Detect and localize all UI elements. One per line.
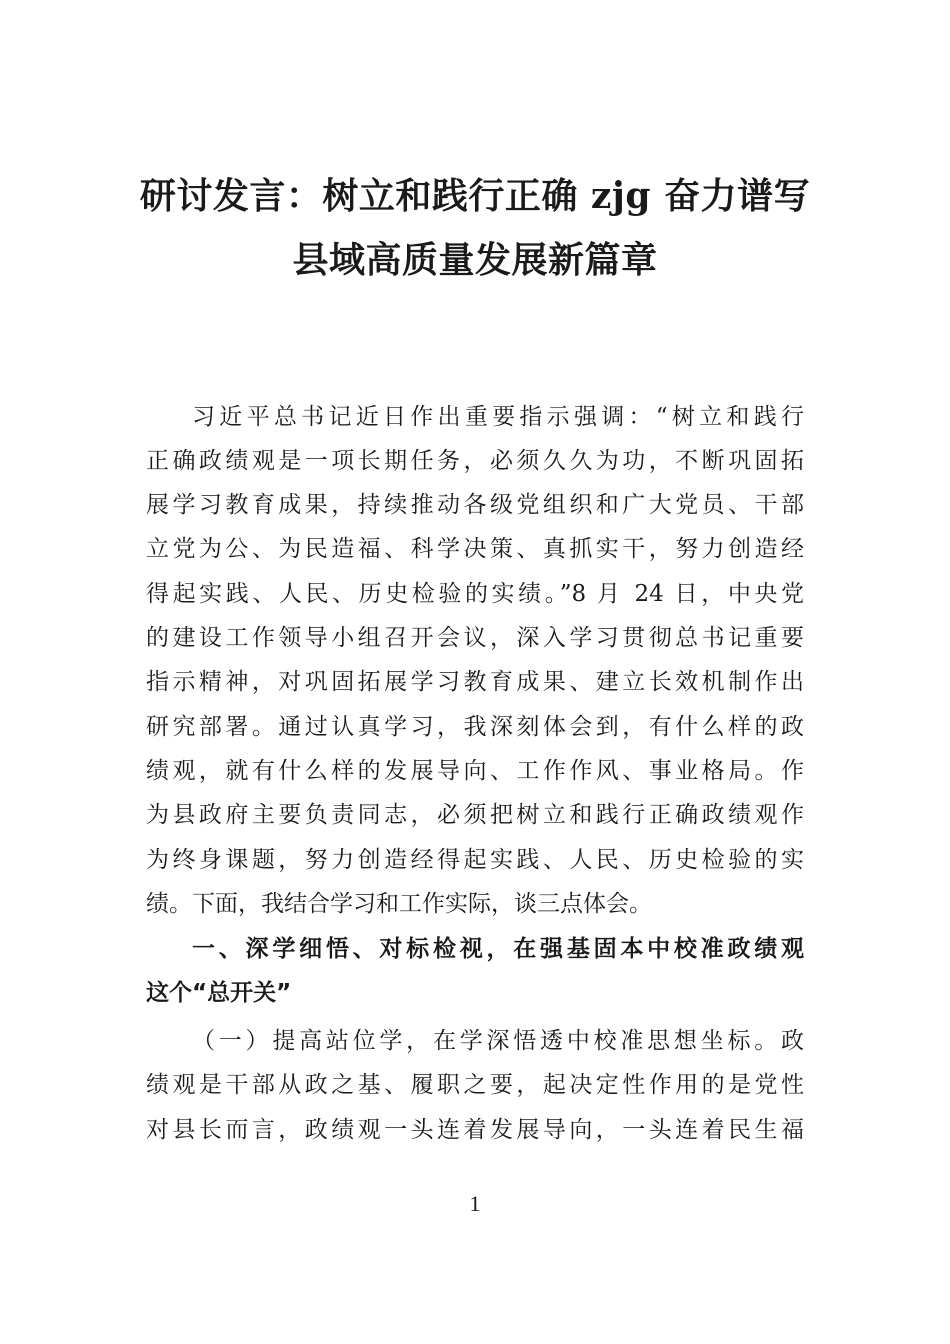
body-line: （一）提高站位学，在学深悟透中校准思想坐标。政 (192, 1028, 804, 1054)
page-number: 1 (469, 1191, 481, 1216)
body-line: 为县政府主要负责同志，必须把树立和践行正确政绩观作 (146, 802, 804, 828)
body-line: 习近平总书记近日作出重要指示强调：“树立和践行 (192, 404, 804, 430)
body-line: 为终身课题，努力创造经得起实践、人民、历史检验的实 (146, 847, 804, 873)
document-title-line-1: 研讨发言：树立和践行正确 zjg 奋力谱写 (139, 175, 811, 217)
body-line: 绩。下面，我结合学习和工作实际，谈三点体会。 (146, 891, 652, 917)
body-line: 的建设工作领导小组召开会议，深入学习贯彻总书记重要 (146, 625, 804, 651)
body-line: 正确政绩观是一项长期任务，必须久久为功，不断巩固拓 (146, 448, 804, 474)
document-title-line-2: 县域高质量发展新篇章 (292, 239, 658, 281)
body-line: 研究部署。通过认真学习，我深刻体会到，有什么样的政 (146, 714, 804, 740)
body-line: 展学习教育成果，持续推动各级党组织和广大党员、干部 (146, 492, 804, 518)
body-line: 绩观，就有什么样的发展导向、工作作风、事业格局。作 (146, 758, 804, 784)
section-heading-line: 这个“总开关” (146, 980, 292, 1006)
body-line: 对县长而言，政绩观一头连着发展导向，一头连着民生福 (146, 1117, 804, 1143)
section-heading-line: 一、深学细悟、对标检视，在强基固本中校准政绩观 (192, 936, 804, 962)
body-line: 指示精神，对巩固拓展学习教育成果、建立长效机制作出 (146, 669, 804, 695)
body-line: 绩观是干部从政之基、履职之要，起决定性作用的是党性 (146, 1072, 804, 1098)
body-line: 立党为公、为民造福、科学决策、真抓实干，努力创造经 (146, 536, 804, 562)
body-line: 得起实践、人民、历史检验的实绩。”8 月 24 日，中央党 (146, 581, 804, 607)
